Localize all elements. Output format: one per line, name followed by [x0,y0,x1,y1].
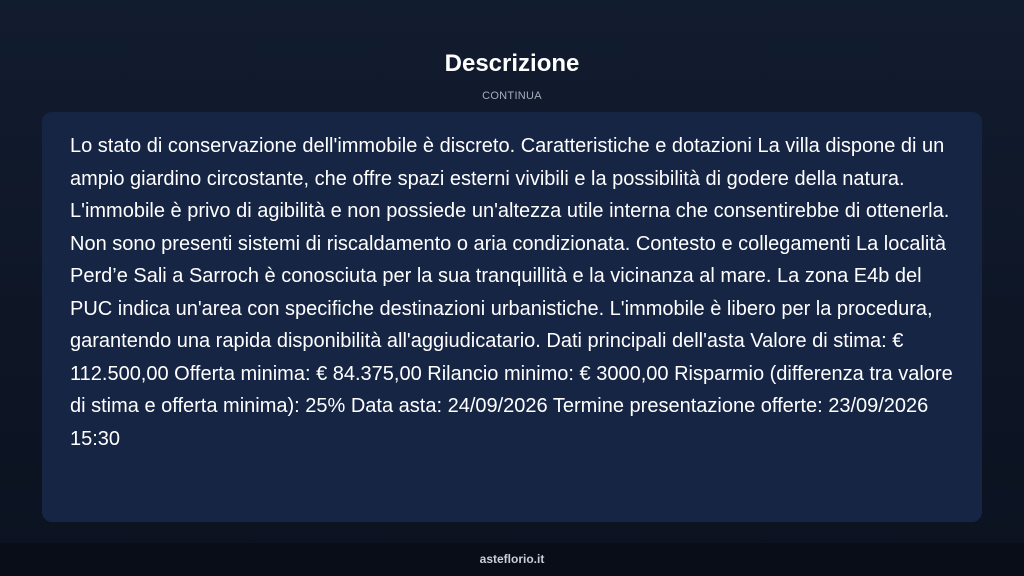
description-card [42,112,982,522]
page-title: Descrizione [444,50,580,77]
description-text: Lo stato di conservazione dell'immobile è discreto. Caratteristiche e dotazioni La villa dispone di un ampio giardino circostante, che offre spazi esterni vivibili e la possibilità di godere della natura. L'immobile è privo di agibilità e non possiede un'altezza utile interna che consentirebbe di ottenerla. Non sono presenti sistemi di riscaldamento o aria condizionata. Contesto e collegamenti La località Perd’e Sali a Sarroch è conosciuta per la sua tranquillità e la vicinanza al mare. La zona E4b del PUC indica un'area con specifiche destinazioni urbanistiche. L'immobile è libero per la procedura, garantendo una rapida disponibilità all'aggiudicatario. Dati principali dell'asta Valore di stima: € 112.500,00 Offerta minima: € 84.375,00 Rilancio minimo: € 3000,00 Risparmio (differenza tra valore di stima e offerta minima): 25% Data asta: 24/09/2026 Termine presentazione offerte: 23/09/2026 15:30 [70,135,953,450]
site-name: asteflorio.it [479,552,545,566]
continue-label: CONTINUA [482,90,542,102]
